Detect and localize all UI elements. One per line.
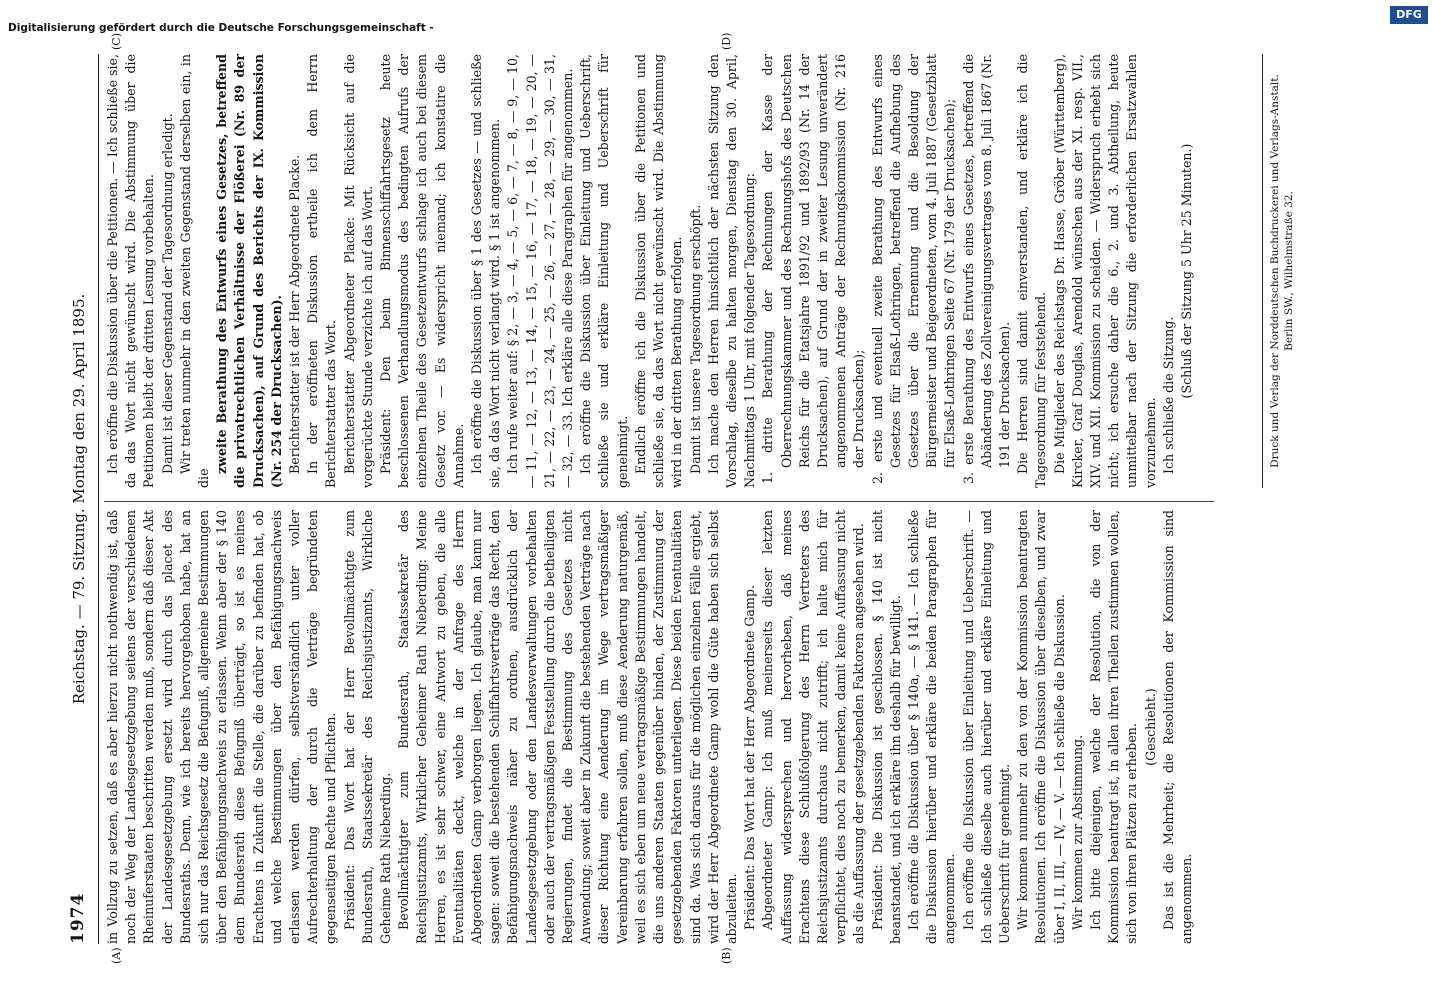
agenda-item: 3. erste Berathung des Entwurfs eines Gesetzes, betreffend die Abänderung des Zollvereinigungsvertrages vom 8. Juli 1867 (Nr. 191 der Drucksachen). bbox=[960, 54, 1012, 484]
header-rule bbox=[98, 54, 99, 944]
digitization-credit bbox=[8, 22, 1408, 34]
dfg-logo-box: DFG bbox=[1390, 6, 1428, 24]
paragraph: Die Herren sind damit einverstanden, und erkläre ich die Tagesordnung für feststehend. bbox=[1015, 54, 1049, 488]
paragraph: Wir kommen nunmehr zu den von der Kommission beantragten Resolutionen. Ich eröffne die Diskussion über dieselben, und zwar über I, II, III, — IV, — V. — Ich schließe die Diskussion. bbox=[1015, 510, 1067, 944]
paragraph: In der eröffneten Diskussion ertheile ich dem Herrn Berichterstatter das Wort. bbox=[305, 54, 339, 488]
agenda-heading: zweite Berathung des Entwurfs eines Gesetzes, betreffend die privatrechtlichen Verhältnisse der Flößerei (Nr. 89 der Drucksachen), auf Grund des Berichts der IX. Kommission (Nr. 254 der Drucksachen). bbox=[214, 54, 284, 488]
column-divider bbox=[104, 501, 1214, 502]
paragraph: Ich eröffne die Diskussion über die Petitionen. — Ich schließe sie, da das Wort nicht gewünscht wird. Die Abstimmung über die Petitionen bleibt der dritten Lesung vorbehalten. bbox=[105, 54, 157, 488]
credit-text: Digitalisierung gefördert durch die Deutsche Forschungsgemeinschaft - bbox=[8, 22, 434, 34]
stage-direction: (Geschieht.) bbox=[1142, 688, 1158, 766]
imprint bbox=[1268, 54, 1296, 488]
agenda-list bbox=[759, 54, 1014, 488]
imprint-line: Berlin SW., Wilhelmstraße 32. bbox=[1283, 191, 1295, 351]
paragraph: Ich eröffne die Diskussion über § 140a, — § 141. — Ich schließe die Diskussion hierüber und erkläre die beiden Paragraphen für angenommen. bbox=[905, 510, 958, 944]
agenda-item: 1. dritte Berathung der Rechnungen der Kasse der Oberrechnungskammer und des Rechnungshofs des Deutschen Reichs für die Etatsjahre 1891/92 und 1892/93 (Nr. 14 der Drucksachen), auf Grund der in zweiter Lesung unverändert angenommenen Anträge der Rechnungskommission (Nr. 216 der Drucksachen); bbox=[760, 54, 867, 484]
paragraph: Bevollmächtigter zum Bundesrath, Staatssekretär des Reichsjustizamts, Wirklicher Geheimer Rath Nieberding: Meine Herren, es ist sehr schwer, eine Antwort zu geben, die alle Eventualitäten deckt, welche in der Anfrage des Herrn Abgeordneten Gamp verborgen liegen. Ich glaube, man kann nur sagen: soweit die bestehenden Schiffahrtsverträge das Recht, den Befähigungsnachweis näher zu ordnen, ausdrücklich der Landesgesetzgebung oder den Landesverwaltungen vorbehalten oder auch der vertragsmäßigen Feststellung durch die betheiligten Regierungen, findet die Bestimmung des Gesetzes nicht Anwendung; soweit aber in Zukunft die bestehenden Verträge nach dieser Richtung eine Aenderung im Wege vertragsmäßiger Vereinbarung erfahren sollen, muß diese Aenderung naturgemäß, weil es sich eben um neue vertragsmäßige Bestimmungen handelt, die uns anderen Staaten gegenüber binden, der Zustimmung der gesetzgebenden Faktoren unterliegen. Diese beiden Eventualitäten sind da. Was sich daraus für die möglichen einzelnen Fälle ergiebt, wird der Herr Abgeordnete Gamp wohl die Güte haben sich selbst abzuleiten. bbox=[396, 510, 739, 944]
right-column bbox=[104, 54, 1196, 488]
paragraph: Ich eröffne die Diskussion über § 1 des Gesetzes — und schließe sie, da das Wort nicht verlangt wird. § 1 ist angenommen. bbox=[469, 54, 503, 488]
margin-marker-d: (D) bbox=[720, 32, 733, 50]
running-title: Reichstag. — 79. Sitzung. Montag den 29. April 1895. bbox=[70, 293, 88, 705]
paragraph: Präsident: Das Wort hat der Herr Bevollmächtigte zum Bundesrath, Staatssekretär des Reichsjustizamts, Wirkliche Geheime Rath Nieberding. bbox=[341, 510, 394, 944]
paragraph: Ich eröffne die Diskussion über Einleitung und Ueberschrift. — Ich schließe dieselbe auch hierüber und erkläre Einleitung und Ueberschrift für genehmigt. bbox=[960, 510, 1012, 944]
paragraph: Ich eröffne die Diskussion über Einleitung und Ueberschrift, schließe sie und erkläre Einleitung und Ueberschrift für genehmigt. bbox=[578, 54, 630, 488]
agenda-item: 2. erste und eventuell zweite Berathung des Entwurfs eines Gesetzes für Elsaß-Lothringen, betreffend die Aufhebung des Gesetzes über die Ernennung und die Besoldung der Bürgermeister und Beigeordneten, vom 4. Juli 1887 (Gesetzblatt für Elsaß-Lothringen Seite 67 (Nr. 179 der Drucksachen); bbox=[869, 54, 958, 484]
paragraph: Wir kommen zur Abstimmung. bbox=[1069, 734, 1085, 930]
paragraph: in Vollzug zu setzen, daß es aber hierzu nicht nothwendig ist, daß noch der Weg der Landesgesetzgebung seitens der verschiedenen Rheinuferstaaten beschritten werden muß, sondern daß dieser Akt der Landesgesetzgebung ersetzt wird durch das placet des Bundesraths. Denn, wie ich bereits hervorgehoben habe, hat an sich nur das Reichsgesetz die Befugniß, allgemeine Bestimmungen über den Befähigungsnachweis zu erlassen. Wenn aber der § 140 dem Bundesrath diese Befugniß überträgt, so ist es meines Erachtens in Zukunft die Stelle, die darüber zu befinden hat, ob und welche Bestimmungen über den Befähigungsnachweis erlassen werden dürfen, selbstverständlich unter voller Aufrechterhaltung der durch die Verträge begründeten gegenseitigen Rechte und Pflichten. bbox=[105, 510, 339, 944]
left-column bbox=[104, 510, 1196, 944]
paragraph: Ich mache den Herren hinsichtlich der nächsten Sitzung den Vorschlag, dieselbe zu halten morgen, Dienstag den 30. April, Nachmittags 1 Uhr, mit folgender Tagesordnung: bbox=[705, 54, 758, 488]
paragraph: Ich schließe die Sitzung. bbox=[1160, 316, 1176, 474]
running-header bbox=[62, 54, 96, 944]
margin-marker-b: (B) bbox=[720, 947, 733, 964]
paragraph: Damit ist dieser Gegenstand der Tagesordnung erledigt. bbox=[159, 113, 175, 474]
paragraph: Ich rufe weiter auf: § 2, — 3, — 4, — 5, — 6, — 7, — 8, — 9, — 10, — 11, — 12, — 13, — 14, — 15, — 16, — 17, — 18, — 19, — 20, — 21, — 22, — 23, — 24, — 25, — 26, — 27, — 28, — 29, — 30, — 31, — 32, — 33. Ich erkläre alle diese Paragraphen für angenommen. bbox=[505, 54, 576, 488]
margin-marker-a: (A) bbox=[110, 947, 123, 964]
paragraph: Abgeordneter Gamp: Ich muß meinerseits dieser letzten Auffassung widersprechen und hervorheben, daß meines Erachtens diese Schlußfolgerung des Herrn Vertreters des Reichsjustizamts durchaus nicht zutrifft; ich halte mich für verpflichtet, dies noch zu bemerken, damit keine Auffassung nicht als die Auffassung der gesetzgebenden Faktoren angesehen wird. bbox=[760, 510, 867, 944]
paragraph: Endlich eröffne ich die Diskussion über die Petitionen und schließe sie, da das Wort nicht gewünscht wird. Die Abstimmung wird in der dritten Berathung erfolgen. bbox=[632, 54, 685, 488]
paragraph: Die Mitglieder des Reichstags Dr. Hasse, Gröber (Württemberg), Kircker, Graf Douglas, Arendold wünschen aus der XI. resp. VII., XIV. und XII. Kommission zu scheiden. — Widerspruch erhebt sich nicht; ich ersuche daher die 6., 2. und 3. Abtheilung, heute unmittelbar nach der Sitzung die erforderlichen Ersatzwahlen vorzunehmen. bbox=[1051, 54, 1158, 488]
end-note: (Schluß der Sitzung 5 Uhr 25 Minuten.) bbox=[1178, 143, 1194, 399]
footer-rule bbox=[1262, 54, 1263, 488]
imprint-line: Druck und Verlag der Norddeutschen Buchdruckerei und Verlags-Anstalt. bbox=[1269, 74, 1281, 468]
paragraph: Wir treten nunmehr in den zweiten Gegenstand derselben ein, in die bbox=[177, 54, 212, 488]
paragraph: Präsident: Die Diskussion ist geschlossen. § 140 ist nicht beanstandet, und ich erkläre ihn deshalb für bewilligt. bbox=[869, 510, 903, 944]
page-number: 1974 bbox=[68, 892, 88, 944]
paragraph: Ich bitte diejenigen, welche der Resolution, die von der Kommission beantragt ist, in allen ihren Theilen zustimmen wollen, sich von ihren Plätzen zu erheben. bbox=[1087, 510, 1140, 944]
paragraph: Präsident: Den beim Binnenschiffahrtsgesetz heute beschlossenen Verhandlungsmodus des bedingten Aufrufs der einzelnen Theile des Gesetzentwurfs schlage ich auch bei diesem Gesetz vor. — Es widerspricht niemand; ich konstatire die Annahme. bbox=[378, 54, 466, 488]
margin-marker-c: (C) bbox=[110, 33, 123, 50]
dfg-logo bbox=[1368, 6, 1428, 34]
paragraph: Berichterstatter Abgeordneter Placke: Mit Rücksicht auf die vorgerückte Stunde verzichte ich auf das Wort. bbox=[341, 54, 375, 488]
paragraph: Präsident: Das Wort hat der Herr Abgeordnete Gamp. bbox=[742, 585, 758, 930]
paragraph: Berichterstatter ist der Herr Abgeordnete Placke. bbox=[287, 154, 303, 474]
paragraph: Damit ist unsere Tagesordnung erschöpft. bbox=[687, 204, 703, 474]
paragraph: Das ist die Mehrheit; die Resolutionen der Kommission sind angenommen. bbox=[1160, 510, 1194, 944]
